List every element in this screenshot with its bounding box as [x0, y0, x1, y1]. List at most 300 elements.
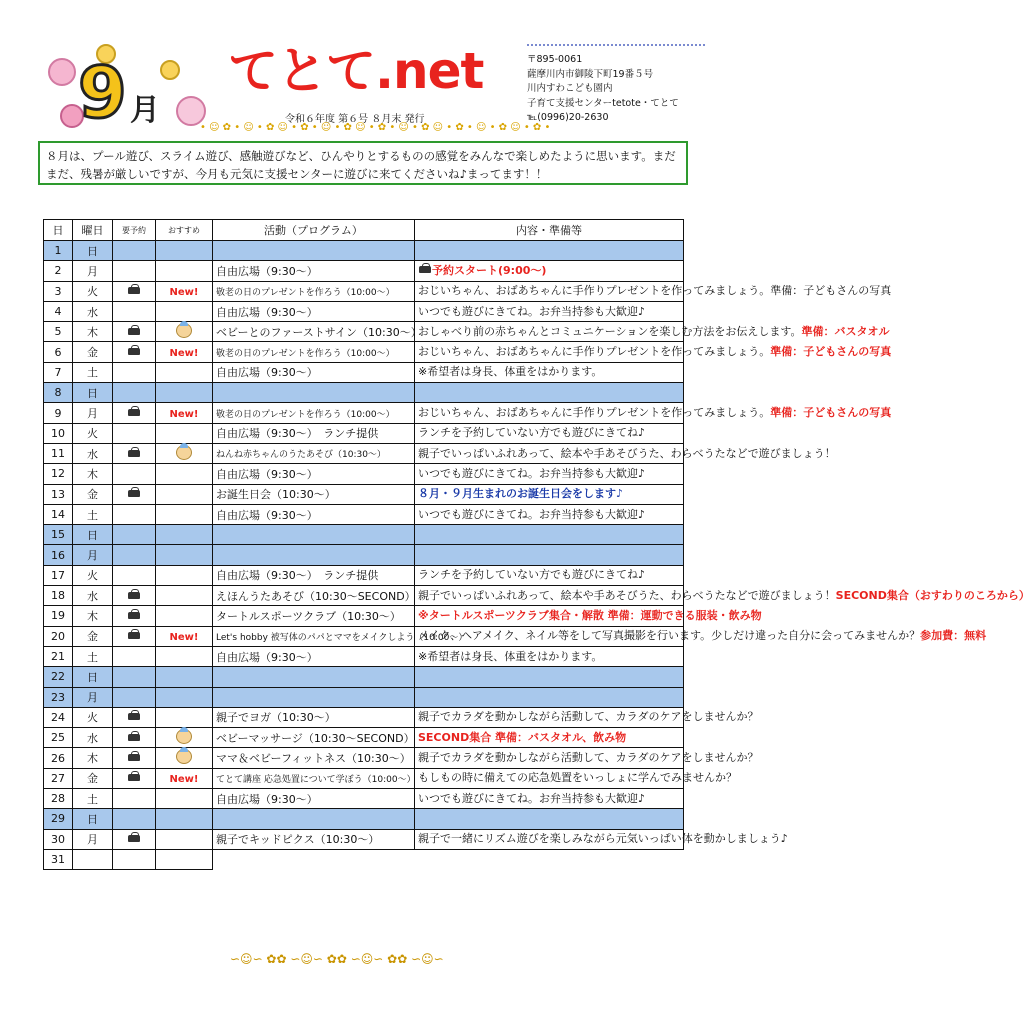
reservation-cell [113, 241, 156, 261]
header [0, 0, 724, 140]
activity-cell [213, 707, 415, 727]
weekday-cell: 火 [73, 423, 113, 443]
weekday-cell: 月 [73, 261, 113, 281]
recommend-cell [156, 667, 213, 687]
weekday-cell: 土 [73, 504, 113, 524]
content-cell [415, 301, 684, 321]
content-cell [415, 423, 684, 443]
reservation-cell [113, 383, 156, 403]
activity-cell [213, 464, 415, 484]
weekday-cell: 月 [73, 687, 113, 707]
table-row [44, 586, 684, 606]
recommend-cell [156, 342, 213, 362]
recommend-cell [156, 403, 213, 423]
content-cell [415, 748, 759, 768]
header-activity: 活動（プログラム） [213, 220, 415, 241]
phone-reservation-icon [127, 325, 141, 336]
baby-icon [176, 445, 192, 460]
activity-cell [213, 545, 415, 565]
activity-cell [213, 789, 415, 809]
table-row [44, 545, 684, 565]
weekday-cell: 木 [73, 606, 113, 626]
activity-text: 敬老の日のプレゼントを作ろう（10:00～） [216, 287, 395, 298]
content-text: いつでも遊びにきてね。お弁当持参も大歓迎♪ [418, 304, 646, 318]
content-text: ※希望者は身長、体重をはかります。 [418, 649, 603, 663]
day-cell: 19 [44, 606, 73, 626]
recommend-cell [156, 383, 213, 403]
content-cell [415, 768, 737, 788]
activity-text: 自由広場（9:30～） [216, 305, 318, 319]
activity-text: Let's hobby 被写体のパパとママをメイクしよう（10:00～） [216, 632, 468, 643]
phone-reservation-icon [127, 447, 141, 458]
issue-line: 令和６年度 第６号 ８月末 発行 [285, 114, 425, 125]
reservation-cell [113, 646, 156, 666]
content-cell [415, 667, 684, 687]
day-cell: 24 [44, 707, 73, 727]
activity-cell [213, 525, 415, 545]
activity-cell [213, 829, 415, 849]
day-cell: 21 [44, 646, 73, 666]
activity-cell [213, 606, 415, 626]
phone-reservation-icon [127, 487, 141, 498]
activity-text: 自由広場（9:30～） [216, 467, 318, 481]
content-cell [415, 443, 836, 463]
activity-text: お誕生日会（10:30～） [216, 488, 336, 502]
recommend-cell [156, 261, 213, 281]
day-cell: 7 [44, 362, 73, 382]
content-highlight: SECOND集合（おすわりのころから） [835, 588, 1030, 602]
reservation-cell [113, 362, 156, 382]
activity-cell [213, 362, 415, 382]
address-line: 薩摩川内市御陵下町19番５号 [527, 68, 654, 80]
content-cell [415, 281, 892, 301]
activity-text: 親子でキッドピクス（10:30～） [216, 833, 380, 847]
table-row [44, 809, 684, 829]
reservation-cell [113, 626, 156, 646]
table-row [44, 383, 684, 403]
table-row [44, 687, 684, 707]
day-cell: 20 [44, 626, 73, 646]
reservation-cell [113, 565, 156, 585]
activity-cell [213, 626, 468, 646]
reservation-cell [113, 423, 156, 443]
reservation-cell [113, 768, 156, 788]
day-cell: 29 [44, 809, 73, 829]
recommend-cell [156, 464, 213, 484]
phone-reservation-icon [127, 832, 141, 843]
activity-text: 親子でヨガ（10:30～） [216, 711, 336, 725]
content-cell [415, 809, 684, 829]
content-cell [415, 789, 684, 809]
activity-cell [213, 748, 415, 768]
weekday-cell: 日 [73, 383, 113, 403]
activity-text: ママ＆ベビーフィットネス（10:30～） [216, 752, 411, 766]
content-highlight: 参加費：無料 [920, 629, 987, 643]
activity-text: タートルスポーツクラブ（10:30～） [216, 609, 401, 623]
weekday-cell: 水 [73, 586, 113, 606]
activity-cell [213, 809, 415, 829]
intro-message: ８月は、プール遊び、スライム遊び、感触遊びなど、ひんやりとするものの感覚をみんなで楽しめたように思います。まだまだ、残暑が厳しいですが、今月も元気に支援センターに遊びに来てくださいね♪まってます！！ [38, 141, 688, 185]
content-cell [415, 707, 759, 727]
activity-text: 自由広場（9:30～） [216, 508, 318, 522]
content-cell [415, 342, 892, 362]
weekday-cell: 日 [73, 525, 113, 545]
recommend-cell [156, 849, 213, 869]
weekday-cell: 金 [73, 768, 113, 788]
recommend-cell [156, 707, 213, 727]
address-line: 子育て支援センターtetote・てとて [527, 97, 679, 109]
day-cell: 25 [44, 728, 73, 748]
weekday-cell: 木 [73, 322, 113, 342]
table-row [44, 484, 684, 504]
weekday-cell: 水 [73, 728, 113, 748]
table-row [44, 789, 684, 809]
recommend-cell [156, 484, 213, 504]
content-text: 親子でカラダを動かしながら活動して、カラダのケアをしませんか？ [418, 751, 759, 765]
table-header-row [44, 220, 684, 241]
activity-text: てとて講座 応急処置について学ぼう（10:00～） [216, 774, 416, 785]
activity-text: 敬老の日のプレゼントを作ろう（10:00～） [216, 409, 395, 420]
content-text: 予約スタート(9:00～) [432, 264, 547, 278]
reservation-cell [113, 322, 156, 342]
activity-cell [213, 687, 415, 707]
table-row [44, 403, 684, 423]
table-row [44, 261, 684, 281]
table-row [44, 748, 684, 768]
phone-reservation-icon [127, 406, 141, 417]
phone-reservation-icon [127, 345, 141, 356]
reservation-cell [113, 281, 156, 301]
content-cell [415, 362, 684, 382]
reservation-cell [113, 525, 156, 545]
recommend-cell [156, 443, 213, 463]
content-text: おじいちゃん、おばあちゃんに手作りプレゼントを作ってみましょう。 [418, 345, 771, 359]
weekday-cell: 土 [73, 646, 113, 666]
content-cell [415, 586, 1030, 606]
day-cell: 26 [44, 748, 73, 768]
day-cell: 2 [44, 261, 73, 281]
reservation-cell [113, 545, 156, 565]
content-text: おしゃべり前の赤ちゃんとコミュニケーションを楽しむ方法をお伝えします。 [418, 324, 802, 338]
table-row [44, 768, 684, 788]
phone-reservation-icon [127, 710, 141, 721]
recommend-cell [156, 504, 213, 524]
activity-text: ねんね赤ちゃんのうたあそび（10:30～） [216, 450, 386, 461]
month-number: 9 [78, 52, 127, 134]
activity-text: 自由広場（9:30～） [216, 264, 318, 278]
reservation-cell [113, 443, 156, 463]
content-cell [415, 565, 684, 585]
weekday-cell: 月 [73, 545, 113, 565]
recommend-cell [156, 809, 213, 829]
reservation-cell [113, 789, 156, 809]
weekday-cell: 日 [73, 667, 113, 687]
phone-reservation-icon [418, 263, 432, 274]
weekday-cell: 月 [73, 829, 113, 849]
reservation-cell [113, 849, 156, 869]
activity-text: えほんうたあそび（10:30～SECOND） [216, 589, 416, 603]
content-text: 親子でカラダを動かしながら活動して、カラダのケアをしませんか？ [418, 710, 759, 724]
content-text: ランチを予約していない方でも遊びにきてね♪ [418, 568, 646, 582]
recommend-cell [156, 241, 213, 261]
table-row [44, 646, 684, 666]
activity-cell [213, 443, 415, 463]
content-text: おじいちゃん、おばあちゃんに手作りプレゼントを作ってみましょう。準備：子どもさんの写真 [418, 284, 892, 298]
day-cell: 14 [44, 504, 73, 524]
flower-decoration [48, 58, 76, 86]
recommend-cell [156, 748, 213, 768]
content-text: 親子でいっぱいふれあって、絵本や手あそびうた、わらべうたなどで遊びましょう！ [418, 588, 836, 602]
day-cell: 18 [44, 586, 73, 606]
new-badge: New! [169, 286, 199, 298]
activity-cell [213, 383, 415, 403]
weekday-cell: 金 [73, 484, 113, 504]
day-cell: 17 [44, 565, 73, 585]
table-row [44, 423, 684, 443]
activity-cell [213, 646, 415, 666]
table-row [44, 301, 684, 321]
weekday-cell: 火 [73, 565, 113, 585]
recommend-cell [156, 525, 213, 545]
baby-icon [176, 749, 192, 764]
activity-cell [213, 504, 415, 524]
content-cell [415, 829, 788, 849]
table-row [44, 606, 684, 626]
content-cell [415, 687, 684, 707]
recommend-cell [156, 586, 213, 606]
header-day: 日 [44, 220, 73, 241]
activity-cell [213, 484, 415, 504]
reservation-cell [113, 342, 156, 362]
content-text: もしもの時に備えての応急処置をいっしょに学んでみませんか？ [418, 771, 737, 785]
content-cell [415, 464, 684, 484]
recommend-cell [156, 768, 213, 788]
weekday-cell: 月 [73, 403, 113, 423]
content-cell [415, 383, 684, 403]
weekday-cell: 日 [73, 241, 113, 261]
weekday-cell: 水 [73, 301, 113, 321]
reservation-cell [113, 484, 156, 504]
table-row [44, 667, 684, 687]
content-text: いつでも遊びにきてね。お弁当持参も大歓迎♪ [418, 791, 646, 805]
content-highlight: ※タートルスポーツクラブ集合・解散 準備：運動できる服装・飲み物 [418, 608, 762, 622]
recommend-cell [156, 626, 213, 646]
activity-cell [213, 301, 415, 321]
table-row [44, 626, 684, 646]
activity-text: 自由広場（9:30～） [216, 792, 318, 806]
recommend-cell [156, 362, 213, 382]
weekday-cell: 土 [73, 362, 113, 382]
day-cell: 23 [44, 687, 73, 707]
activity-text: ベビーマッサージ（10:30～SECOND） [216, 731, 415, 745]
content-text: ランチを予約していない方でも遊びにきてね♪ [418, 426, 646, 440]
content-cell [415, 606, 762, 626]
address-line: ℡(0996)20-2630 [527, 112, 609, 123]
new-badge: New! [169, 773, 199, 785]
content-text: おじいちゃん、おばあちゃんに手作りプレゼントを作ってみましょう。 [418, 406, 771, 420]
reservation-cell [113, 707, 156, 727]
weekday-cell [73, 849, 113, 869]
content-highlight: 準備：子どもさんの写真 [770, 345, 892, 359]
content-cell [415, 646, 684, 666]
reservation-cell [113, 403, 156, 423]
address-line: 川内すわこども園内 [527, 83, 613, 94]
activity-cell [213, 241, 415, 261]
recommend-cell [156, 301, 213, 321]
activity-text: 自由広場（9:30～） ランチ提供 [216, 427, 379, 441]
table-row [44, 241, 684, 261]
new-badge: New! [169, 408, 199, 420]
header-weekday: 曜日 [73, 220, 113, 241]
day-cell: 16 [44, 545, 73, 565]
newsletter-title: てとて.net [228, 42, 484, 100]
table-row [44, 281, 684, 301]
recommend-cell [156, 829, 213, 849]
address-line: 〒895-0061 [527, 54, 583, 65]
reservation-cell [113, 667, 156, 687]
activity-cell [213, 849, 415, 869]
recommend-cell [156, 322, 213, 342]
content-text: ※希望者は身長、体重をはかります。 [418, 365, 603, 379]
activity-text: 自由広場（9:30～） ランチ提供 [216, 569, 379, 583]
activity-cell [213, 768, 415, 788]
table-row [44, 342, 684, 362]
phone-reservation-icon [127, 751, 141, 762]
recommend-cell [156, 281, 213, 301]
day-cell: 13 [44, 484, 73, 504]
activity-cell [213, 565, 415, 585]
weekday-cell: 金 [73, 626, 113, 646]
content-cell [415, 484, 684, 504]
content-highlight: SECOND集合 準備：バスタオル、飲み物 [418, 730, 627, 744]
weekday-cell: 金 [73, 342, 113, 362]
recommend-cell [156, 728, 213, 748]
schedule-table [43, 219, 1030, 870]
day-cell: 12 [44, 464, 73, 484]
phone-reservation-icon [127, 629, 141, 640]
activity-cell [213, 423, 415, 443]
day-cell: 9 [44, 403, 73, 423]
activity-text: 敬老の日のプレゼントを作ろう（10:00～） [216, 348, 395, 359]
content-highlight: 準備：バスタオル [801, 324, 890, 338]
day-cell: 10 [44, 423, 73, 443]
weekday-cell: 水 [73, 443, 113, 463]
content-text: ８月・９月生まれのお誕生日会をします♪ [418, 487, 624, 501]
activity-text: ベビーとのファーストサイン（10:30～） [216, 325, 422, 339]
day-cell: 3 [44, 281, 73, 301]
weekday-cell: 木 [73, 748, 113, 768]
content-cell [415, 241, 684, 261]
header-recommend: おすすめ [156, 220, 213, 241]
content-cell [415, 504, 684, 524]
table-row [44, 565, 684, 585]
content-cell [415, 545, 684, 565]
header-reservation: 要予約 [113, 220, 156, 241]
activity-cell [213, 667, 415, 687]
phone-reservation-icon [127, 284, 141, 295]
recommend-cell [156, 565, 213, 585]
table-row [44, 504, 684, 524]
recommend-cell [156, 646, 213, 666]
flower-decoration [160, 60, 180, 80]
activity-cell [213, 728, 415, 748]
header-content: 内容・準備等 [415, 220, 684, 241]
recommend-cell [156, 687, 213, 707]
reservation-cell [113, 829, 156, 849]
day-cell: 15 [44, 525, 73, 545]
content-cell [415, 525, 684, 545]
weekday-cell: 土 [73, 789, 113, 809]
activity-cell [213, 281, 415, 301]
day-cell: 11 [44, 443, 73, 463]
table-row [44, 443, 684, 463]
weekday-cell: 木 [73, 464, 113, 484]
table-row [44, 707, 684, 727]
reservation-cell [113, 464, 156, 484]
table-row [44, 464, 684, 484]
table-row [44, 829, 684, 849]
reservation-cell [113, 261, 156, 281]
weekday-cell: 日 [73, 809, 113, 829]
decorative-strip: • ☺ ✿ • ☺ • ✿ ☺ • ✿ • ☺ • ✿ ☺ • ✿ • ☺ • ✿ ☺ • ✿ • ☺ • ✿ ☺ • ✿ • [200, 122, 551, 133]
month-kanji: 月 [130, 93, 160, 128]
day-cell: 8 [44, 383, 73, 403]
content-text: 親子で一緒にリズム遊びを楽しみながら元気いっぱい体を動かしましょう♪ [418, 832, 788, 846]
content-text: いつでも遊びにきてね。お弁当持参も大歓迎♪ [418, 466, 646, 480]
content-text: 親子でいっぱいふれあって、絵本や手あそびうた、わらべうたなどで遊びましょう！ [418, 446, 836, 460]
day-cell: 28 [44, 789, 73, 809]
reservation-cell [113, 809, 156, 829]
recommend-cell [156, 789, 213, 809]
activity-cell [213, 342, 415, 362]
content-cell [415, 403, 892, 423]
activity-text: 自由広場（9:30～） [216, 650, 318, 664]
reservation-cell [113, 687, 156, 707]
reservation-cell [113, 504, 156, 524]
phone-reservation-icon [127, 731, 141, 742]
activity-cell [213, 586, 415, 606]
new-badge: New! [169, 347, 199, 359]
footer-decoration: ∽☺∽ ✿✿ ∽☺∽ ✿✿ ∽☺∽ ✿✿ ∽☺∽ [230, 952, 444, 966]
reservation-cell [113, 748, 156, 768]
day-cell: 31 [44, 849, 73, 869]
table-row [44, 322, 684, 342]
content-text: いつでも遊びにきてね。お弁当持参も大歓迎♪ [418, 507, 646, 521]
recommend-cell [156, 423, 213, 443]
day-cell: 6 [44, 342, 73, 362]
day-cell: 30 [44, 829, 73, 849]
table-row [44, 728, 684, 748]
content-cell [415, 261, 684, 281]
content-text: メイク、ヘアメイク、ネイル等をして写真撮影を行います。少しだけ違った自分に会ってみませんか？ [418, 629, 921, 643]
activity-cell [213, 322, 422, 342]
new-badge: New! [169, 631, 199, 643]
address-block [527, 53, 679, 126]
day-cell: 4 [44, 301, 73, 321]
activity-text: 自由広場（9:30～） [216, 366, 318, 380]
table-row [44, 849, 684, 869]
day-cell: 27 [44, 768, 73, 788]
phone-reservation-icon [127, 609, 141, 620]
activity-cell [213, 261, 415, 281]
recommend-cell [156, 545, 213, 565]
recommend-cell [156, 606, 213, 626]
reservation-cell [113, 301, 156, 321]
phone-reservation-icon [127, 589, 141, 600]
day-cell: 1 [44, 241, 73, 261]
content-highlight: 準備：子どもさんの写真 [770, 406, 892, 420]
baby-icon [176, 323, 192, 338]
